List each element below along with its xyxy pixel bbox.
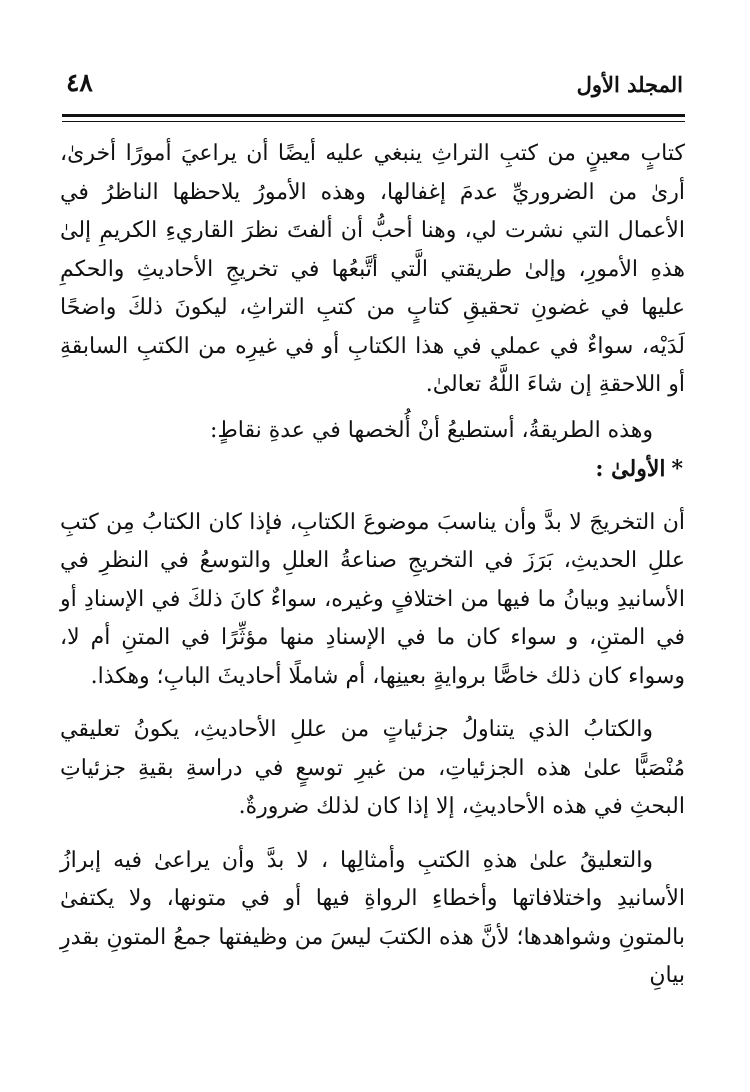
page-header (60, 62, 685, 114)
paragraph-1: كتابٍ معينٍ من كتبِ التراثِ ينبغي عليه أيضًا أن يراعيَ أمورًا أخرىٰ، أرىٰ من الضروريِّ عدمَ إغفالها، وهذه الأمورُ يلاحظها الناظرُ في الأعمال التي نشرت لي، وهنا أحبُّ أن ألفتَ نظرَ القاريءِ الكريمِ إلىٰ هذهِ الأمورِ، وإلىٰ طريقتي الَّتي أتَّبعُها في تخريجِ الأحاديثِ والحكمِ عليها في غضونِ تحقيقِ كتابٍ من كتبِ التراثِ، ليكونَ ذلكَ واضحًا لَدَيْه، سواءٌ في عملي في هذا الكتابِ أو في غيرِه من الكتبِ السابقةِ أو اللاحقةِ إن شاءَ اللَّهُ تعالىٰ. (60, 141, 685, 397)
paragraph-3: أن التخريجَ لا بدَّ وأن يناسبَ موضوعَ الكتابِ، فإذا كان الكتابُ مِن كتبِ عللِ الحديثِ، بَرَزَ في التخريجِ صناعةُ العللِ والتوسعُ في النظرِ في الأسانيدِ وبيانُ ما فيها من اختلافٍ وغيره، سواءٌ كانَ ذلكَ في الإسنادِ أو في المتنِ، و سواء كان ما في الإسنادِ منها مؤثِّرًا في المتنِ أم لا، وسواء كان ذلك خاصًّا بروايةٍ بعينِها، أم شاملًا أحاديثَ البابِ؛ وهكذا. (60, 509, 685, 689)
page-number: ٤٨ (66, 68, 93, 97)
page-body (60, 135, 685, 996)
section-heading (60, 450, 685, 489)
volume-title: المجلد الأول (576, 72, 683, 97)
paragraph-4: والكتابُ الذي يتناولُ جزئياتٍ من عللِ الأحاديثِ، يكونُ تعليقي مُنْصَبًّا علىٰ هذه الجزئياتِ، من غيرِ توسعٍ في دراسةِ بقيةِ جزئياتِ البحثِ في هذه الأحاديثِ، إلا إذا كان لذلك ضرورةٌ. (60, 717, 685, 819)
paragraph-2: وهذه الطريقةُ، أستطيعُ أنْ أُلخصها في عدةِ نقاطٍ: (210, 417, 653, 443)
header-rule-thick (62, 114, 685, 117)
star-marker: * (671, 456, 683, 482)
section-heading-label: الأولىٰ : (595, 456, 666, 482)
header-rule-thin (62, 121, 685, 122)
paragraph-5: والتعليقُ علىٰ هذهِ الكتبِ وأمثالِها ، لا بدَّ وأن يراعىٰ فيه إبرازُ الأسانيدِ واختلافاتها وأخطاءِ الرواةِ فيها أو في متونها، ولا يكتفىٰ بالمتونِ وشواهدها؛ لأنَّ هذه الكتبَ ليسَ من وظيفتها جمعُ المتونِ بقدرِ بيانِ (60, 847, 685, 988)
